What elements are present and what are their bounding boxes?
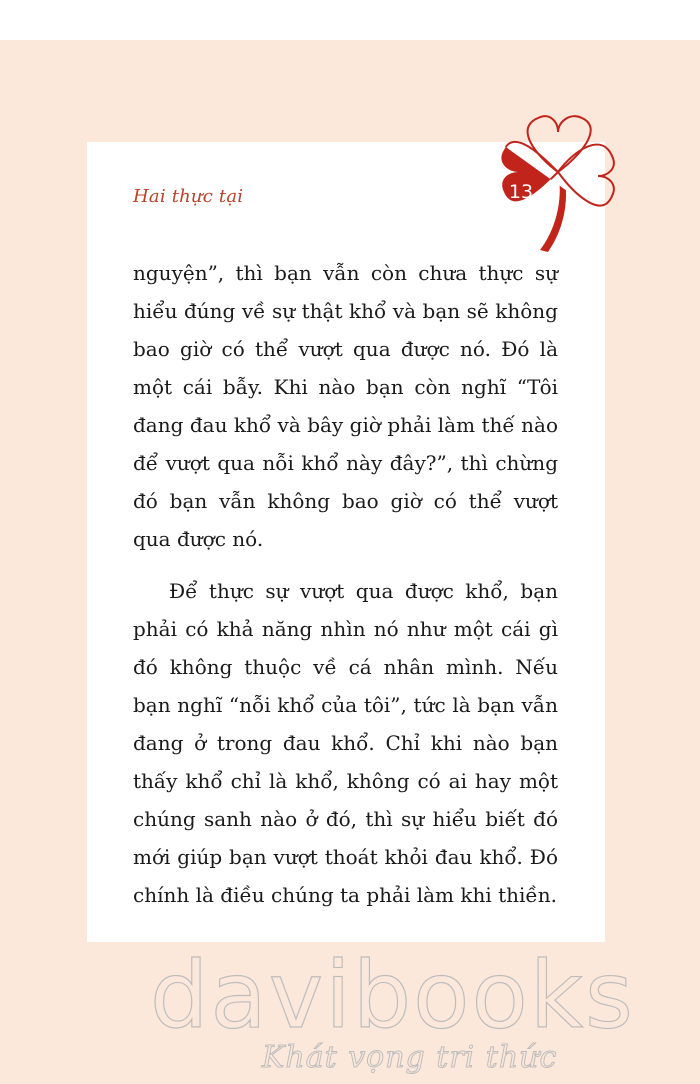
- running-title: Hai thực tại: [133, 186, 244, 207]
- watermark-slogan: Khát vọng tri thức: [262, 1040, 558, 1075]
- paragraph: Để thực sự vượt qua được khổ, bạn phải có khả năng nhìn nó như một cái gì đó không thuộc về cá nhân mình. Nếu bạn nghĩ “nỗi khổ của tôi”, tức là bạn vẫn đang ở trong đau khổ. Chỉ khi nào bạn thấy khổ chỉ là khổ, không có ai hay một chúng sanh nào ở đó, thì sự hiểu biết đó mới giúp bạn vượt thoát khỏi đau khổ. Đó chính là điều chúng ta phải làm khi thiền.: [133, 579, 558, 907]
- paragraph: nguyện”, thì bạn vẫn còn chưa thực sự hiểu đúng về sự thật khổ và bạn sẽ không bao giờ có thể vượt qua được nó. Đó là một cái bẫy. Khi nào bạn còn nghĩ “Tôi đang đau khổ và bây giờ phải làm thế nào để vượt qua nỗi khổ này đây?”, thì chừng đó bạn vẫn không bao giờ có thể vượt qua được nó.: [133, 261, 558, 551]
- clover-icon: [478, 92, 638, 252]
- body-text: [133, 254, 558, 914]
- page-number: 13: [508, 181, 534, 203]
- watermark-brand: davibooks: [150, 942, 635, 1049]
